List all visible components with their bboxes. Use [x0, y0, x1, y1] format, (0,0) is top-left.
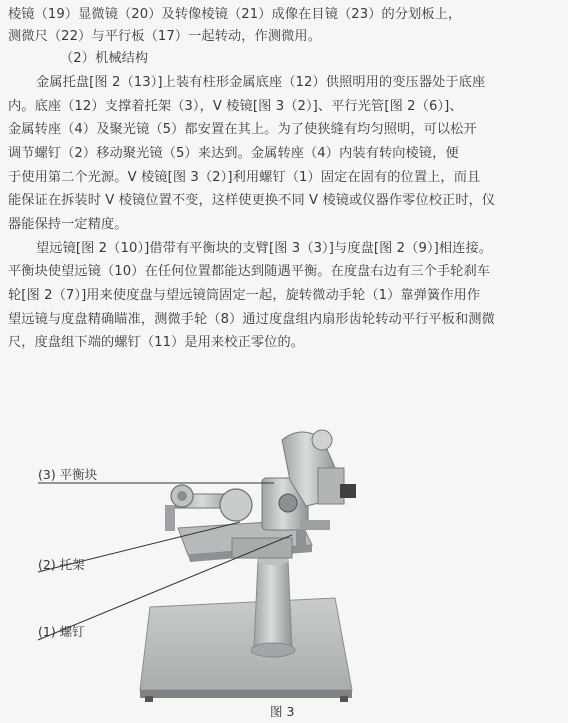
text-line: 金属转座（4）及聚光镜（5）都安置在其上。为了使狭缝有均匀照明，可以松开 — [8, 122, 477, 137]
text-line: 器能保持一定精度。 — [8, 217, 128, 232]
label-balance-block: (3) 平衡块 — [38, 467, 98, 482]
text-line: 于使用第二个光源。V 棱镜[图 3（2）]利用螺钉（1）固定在固有的位置上，而且 — [8, 170, 481, 185]
text-line: 棱镜（19）显微镜（20）及转像棱镜（21）成像在目镜（23）的分划板上， — [8, 7, 462, 22]
text-line: 调节螺钉（2）移动聚光镜（5）来达到。金属转座（4）内装有转向棱镜，便 — [8, 146, 459, 161]
text-line: 内。底座（12）支撑着托架（3），V 棱镜[图 3（2）]、平行光管[图 2（6）]、 — [8, 99, 463, 114]
base-plate — [140, 598, 352, 690]
column — [254, 560, 292, 654]
text-line: 尺，度盘组下端的螺钉（11）是用来校正零位的。 — [8, 335, 305, 350]
label-bracket: (2) 托架 — [38, 557, 85, 572]
text-line: 望远镜[图 2（10）]借带有平衡块的支臂[图 3（3）]与度盘[图 2（9）]相连接。 — [36, 241, 493, 256]
text-line: 测微尺（22）与平行板（17）一起转动，作测微用。 — [8, 29, 321, 44]
text-line: 能保证在拆装时 V 棱镜位置不变，这样使更换不同 V 棱镜或仪器作零位校正时，仪 — [8, 193, 496, 208]
instrument-figure — [0, 400, 568, 723]
label-screw: (1) 螺钉 — [38, 624, 85, 639]
section-heading: （2）机械结构 — [60, 51, 149, 66]
text-line: 轮[图 2（7）]用来使度盘与望远镜筒固定一起，旋转微动手轮（1）靠弹簧作用作 — [8, 288, 481, 303]
text-line: 金属托盘[图 2（13）]上装有柱形金属底座（12）供照明用的变压器处于底座 — [36, 75, 486, 90]
text-line: 望远镜与度盘精确瞄准，测微手轮（8）通过度盘组内扇形齿轮转动平行平板和测微 — [8, 312, 495, 327]
text-line: 平衡块使望远镜（10）在任何位置都能达到随遇平衡。在度盘右边有三个手轮刹车 — [8, 264, 491, 279]
figure-caption: 图 3 — [270, 704, 295, 719]
